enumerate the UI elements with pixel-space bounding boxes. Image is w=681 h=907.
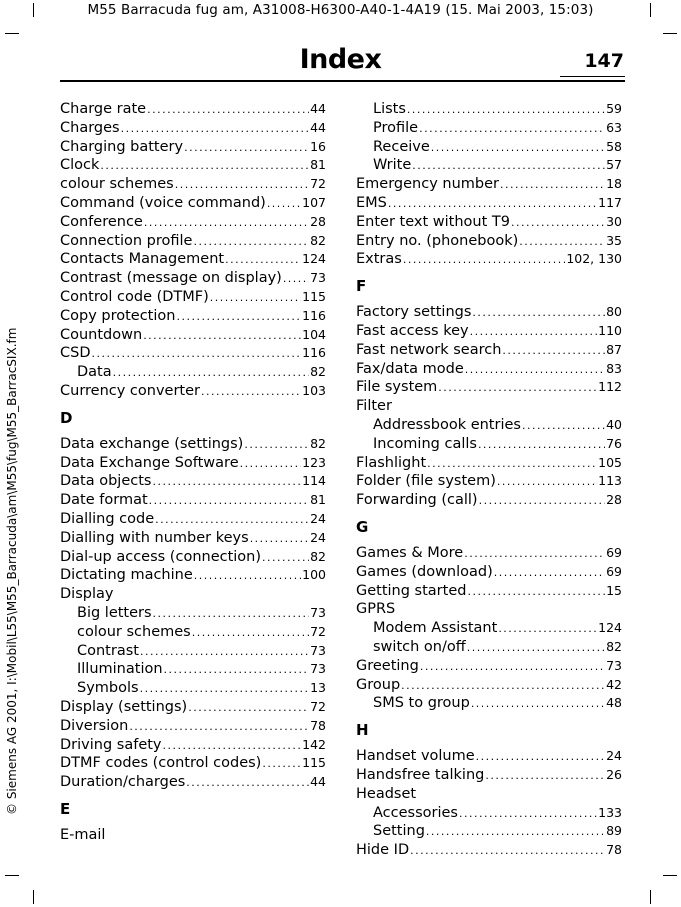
crop-mark xyxy=(33,890,34,904)
index-entry[interactable] xyxy=(60,435,326,454)
dot-leader xyxy=(426,823,605,842)
entry-page-number: 80 xyxy=(606,304,622,320)
dot-leader xyxy=(143,327,301,346)
entry-term: Hide ID xyxy=(356,842,410,859)
index-entry[interactable] xyxy=(60,529,326,548)
index-entry[interactable] xyxy=(60,232,326,251)
dot-leader xyxy=(92,345,302,364)
dot-leader xyxy=(427,455,597,474)
index-entry[interactable] xyxy=(60,175,326,194)
index-entry[interactable] xyxy=(60,717,326,736)
entry-term: CSD xyxy=(60,345,91,362)
entry-page-number: 117 xyxy=(598,194,622,210)
entry-term: Receive xyxy=(373,138,430,155)
entry-term: Emergency number xyxy=(356,176,499,193)
index-entry[interactable] xyxy=(60,548,326,567)
index-subentry[interactable] xyxy=(60,660,326,679)
file-header: M55 Barracuda fug am, A31008-H6300-A40-1-4A19 (15. Mai 2003, 15:03) xyxy=(87,2,594,18)
dot-leader xyxy=(519,233,605,252)
entry-term: Diversion xyxy=(60,717,129,734)
entry-term: Lists xyxy=(373,101,406,117)
entry-page-number: 82 xyxy=(310,548,326,564)
entry-term: Big letters xyxy=(77,604,152,621)
index-entry[interactable] xyxy=(60,194,326,213)
dot-leader xyxy=(140,643,309,662)
entry-page-number: 42 xyxy=(606,676,622,692)
entry-term: Modem Assistant xyxy=(373,620,498,637)
dot-leader xyxy=(147,101,309,120)
dot-leader xyxy=(262,549,309,568)
dot-leader xyxy=(155,511,309,530)
index-subentry[interactable] xyxy=(356,694,622,713)
dot-leader xyxy=(465,361,605,380)
index-heading: Display xyxy=(60,586,114,603)
entry-term: Data objects xyxy=(60,473,152,490)
dot-leader xyxy=(144,214,309,233)
entry-page-number: 133 xyxy=(598,804,622,820)
entry-term: Display (settings) xyxy=(60,698,188,715)
index-entry[interactable] xyxy=(60,269,326,288)
entry-term: Data Exchange Software xyxy=(60,454,239,471)
entry-page-number: 113 xyxy=(598,473,622,489)
dot-leader xyxy=(497,473,597,492)
section-letter: E xyxy=(60,799,71,818)
dot-leader xyxy=(194,567,301,586)
entry-page-number: 104 xyxy=(302,326,326,342)
section-letter: H xyxy=(356,721,369,740)
entry-term: Enter text without T9 xyxy=(356,213,510,230)
entry-page-number: 73 xyxy=(310,604,326,620)
entry-page-number: 28 xyxy=(310,213,326,229)
entry-term: Games & More xyxy=(356,544,464,561)
crop-mark xyxy=(5,875,19,876)
entry-term: Currency converter xyxy=(60,382,201,399)
dot-leader xyxy=(113,364,309,383)
dot-leader xyxy=(129,718,309,737)
entry-term: Write xyxy=(373,157,412,174)
index-entry[interactable] xyxy=(60,754,326,773)
entry-page-number: 72 xyxy=(310,176,326,192)
entry-term: EMS xyxy=(356,194,387,211)
entry-term: Handset volume xyxy=(356,748,475,765)
entry-page-number: 82 xyxy=(310,364,326,380)
dot-leader xyxy=(407,101,605,120)
index-entry[interactable] xyxy=(356,341,622,360)
entry-term: Fax/data mode xyxy=(356,360,464,377)
index-entry[interactable] xyxy=(356,232,622,251)
crop-mark xyxy=(650,890,651,904)
index-entry[interactable] xyxy=(60,288,326,307)
dot-leader xyxy=(410,842,605,861)
index-entry[interactable] xyxy=(356,360,622,379)
crop-mark xyxy=(5,33,19,34)
dot-leader xyxy=(267,195,301,214)
index-subentry[interactable] xyxy=(356,804,622,823)
entry-page-number: 26 xyxy=(606,766,622,782)
dot-leader xyxy=(175,176,309,195)
copyright-side-text: © Siemens AG 2001, I:\Mobil\L55\M55_Barracuda\am\M55\fug\M55_BarracSIX.fm xyxy=(5,327,19,815)
section-letter: G xyxy=(356,517,369,536)
entry-term: Profile xyxy=(373,119,419,136)
dot-leader xyxy=(471,695,605,714)
index-entry[interactable] xyxy=(356,322,622,341)
entry-term: Copy protection xyxy=(60,307,176,324)
entry-page-number: 18 xyxy=(606,176,622,192)
index-subentry[interactable] xyxy=(356,138,622,157)
index-entry[interactable] xyxy=(356,250,622,269)
entry-page-number: 82 xyxy=(606,638,622,654)
index-entry[interactable] xyxy=(60,156,326,175)
dot-leader xyxy=(522,417,605,436)
entry-term: Getting started xyxy=(356,582,467,599)
entry-page-number: 82 xyxy=(310,435,326,451)
entry-page-number: 124 xyxy=(302,251,326,267)
entry-term: Driving safety xyxy=(60,736,162,753)
dot-leader xyxy=(240,455,302,474)
entry-page-number: 105 xyxy=(598,454,622,470)
dot-leader xyxy=(419,120,605,139)
dot-leader xyxy=(184,139,309,158)
dot-leader xyxy=(459,805,597,824)
entry-page-number: 89 xyxy=(606,823,622,839)
entry-page-number: 44 xyxy=(310,774,326,790)
entry-term: Entry no. (phonebook) xyxy=(356,232,519,249)
entry-term: Countdown xyxy=(60,326,143,343)
entry-term: Handsfree talking xyxy=(356,766,485,783)
entry-page-number: 81 xyxy=(310,492,326,508)
dot-leader xyxy=(283,270,309,289)
entry-page-number: 78 xyxy=(606,842,622,858)
index-entry[interactable] xyxy=(356,544,622,563)
dot-leader xyxy=(163,737,302,756)
dot-leader xyxy=(244,436,309,455)
index-heading: GPRS xyxy=(356,601,396,618)
dot-leader xyxy=(467,583,605,602)
entry-page-number: 107 xyxy=(302,194,326,210)
index-entry[interactable] xyxy=(356,472,622,491)
index-entry[interactable] xyxy=(356,676,622,695)
index-entry[interactable] xyxy=(60,119,326,138)
entry-term: Charge rate xyxy=(60,101,147,117)
entry-page-number: 73 xyxy=(310,642,326,658)
dot-leader xyxy=(100,157,309,176)
dot-leader xyxy=(478,436,605,455)
entry-page-number: 72 xyxy=(310,623,326,639)
dot-leader xyxy=(262,755,301,774)
entry-term: switch on/off xyxy=(373,638,466,655)
index-subentry[interactable] xyxy=(60,623,326,642)
dot-leader xyxy=(210,289,301,308)
page-number: 147 xyxy=(584,50,624,72)
dot-leader xyxy=(140,680,310,699)
index-entry[interactable] xyxy=(60,491,326,510)
dot-leader xyxy=(485,767,605,786)
entry-page-number: 115 xyxy=(302,755,326,771)
entry-page-number: 28 xyxy=(606,492,622,508)
entry-page-number: 142 xyxy=(302,736,326,752)
index-column-left xyxy=(60,100,326,845)
entry-term: Date format xyxy=(60,492,148,509)
index-subentry[interactable] xyxy=(60,642,326,661)
dot-leader xyxy=(149,492,309,511)
dot-leader xyxy=(201,383,301,402)
dot-leader xyxy=(420,658,605,677)
index-entry[interactable] xyxy=(356,454,622,473)
dot-leader xyxy=(401,677,605,696)
index-entry[interactable] xyxy=(356,175,622,194)
index-entry[interactable] xyxy=(60,326,326,345)
index-entry[interactable] xyxy=(60,344,326,363)
entry-page-number: 124 xyxy=(598,620,622,636)
dot-leader xyxy=(121,120,310,139)
index-entry[interactable] xyxy=(60,307,326,326)
index-heading: E-mail xyxy=(60,826,106,843)
entry-term: Dialling code xyxy=(60,510,155,527)
entry-term: Data exchange (settings) xyxy=(60,435,244,452)
entry-page-number: 115 xyxy=(302,288,326,304)
entry-term: Fast network search xyxy=(356,341,502,358)
index-entry[interactable] xyxy=(60,213,326,232)
entry-term: Flashlight xyxy=(356,454,427,471)
index-entry[interactable] xyxy=(60,100,326,119)
entry-term: SMS to group xyxy=(373,695,470,712)
dot-leader xyxy=(152,473,301,492)
entry-term: Data xyxy=(77,364,112,381)
entry-term: Contacts Management xyxy=(60,251,225,268)
dot-leader xyxy=(502,342,605,361)
entry-term: Extras xyxy=(356,251,402,268)
index-entry[interactable] xyxy=(60,510,326,529)
entry-term: Dictating machine xyxy=(60,567,193,584)
dot-leader xyxy=(472,304,605,323)
index-subentry[interactable] xyxy=(356,822,622,841)
entry-term: Connection profile xyxy=(60,232,193,249)
dot-leader xyxy=(467,639,605,658)
entry-page-number: 16 xyxy=(310,138,326,154)
entry-page-number: 48 xyxy=(606,695,622,711)
page-number-rule xyxy=(560,76,625,77)
entry-page-number: 114 xyxy=(302,473,326,489)
index-entry[interactable] xyxy=(356,563,622,582)
index-entry[interactable] xyxy=(60,566,326,585)
entry-term: Charges xyxy=(60,119,120,136)
dot-leader xyxy=(494,564,605,583)
entry-term: Games (download) xyxy=(356,563,493,580)
entry-term: Contrast xyxy=(77,642,139,659)
crop-mark xyxy=(663,33,677,34)
entry-page-number: 24 xyxy=(310,510,326,526)
index-entry[interactable] xyxy=(60,773,326,792)
index-column-right xyxy=(356,100,622,860)
dot-leader xyxy=(164,661,310,680)
entry-page-number: 73 xyxy=(310,270,326,286)
dot-leader xyxy=(250,530,309,549)
entry-term: Forwarding (call) xyxy=(356,492,478,509)
dot-leader xyxy=(511,214,605,233)
index-entry[interactable] xyxy=(60,250,326,269)
entry-page-number: 116 xyxy=(302,345,326,361)
index-entry[interactable] xyxy=(60,382,326,401)
index-entry[interactable] xyxy=(356,213,622,232)
entry-term: Group xyxy=(356,676,401,693)
entry-page-number: 13 xyxy=(310,680,326,696)
index-subentry[interactable] xyxy=(60,363,326,382)
entry-term: Dialling with number keys xyxy=(60,529,249,546)
entry-page-number: 82 xyxy=(310,232,326,248)
entry-term: Command (voice command) xyxy=(60,194,266,211)
entry-page-number: 123 xyxy=(302,454,326,470)
entry-term: Folder (file system) xyxy=(356,473,496,490)
dot-leader xyxy=(225,251,301,270)
section-letter: D xyxy=(60,408,73,427)
entry-page-number: 73 xyxy=(606,657,622,673)
entry-term: Addressbook entries xyxy=(373,416,521,433)
index-subentry[interactable] xyxy=(356,119,622,138)
entry-page-number: 116 xyxy=(302,307,326,323)
dot-leader xyxy=(388,195,597,214)
entry-page-number: 112 xyxy=(598,379,622,395)
index-heading: Headset xyxy=(356,785,417,802)
entry-page-number: 87 xyxy=(606,341,622,357)
index-entry[interactable] xyxy=(356,747,622,766)
entry-page-number: 110 xyxy=(598,322,622,338)
index-entry[interactable] xyxy=(356,378,622,397)
entry-term: Conference xyxy=(60,213,143,230)
entry-term: Incoming calls xyxy=(373,435,477,452)
entry-term: Contrast (message on display) xyxy=(60,270,282,287)
entry-page-number: 69 xyxy=(606,544,622,560)
entry-term: Duration/charges xyxy=(60,774,186,791)
entry-page-number: 24 xyxy=(310,529,326,545)
entry-page-number: 72 xyxy=(310,698,326,714)
entry-term: Setting xyxy=(373,823,425,840)
index-subentry[interactable] xyxy=(356,416,622,435)
entry-page-number: 58 xyxy=(606,138,622,154)
entry-page-number: 73 xyxy=(310,661,326,677)
dot-leader xyxy=(403,251,565,270)
dot-leader xyxy=(470,323,598,342)
dot-leader xyxy=(498,620,597,639)
dot-leader xyxy=(188,699,309,718)
dot-leader xyxy=(176,308,301,327)
entry-page-number: 81 xyxy=(310,157,326,173)
dot-leader xyxy=(431,139,605,158)
dot-leader xyxy=(186,774,309,793)
entry-term: Illumination xyxy=(77,661,163,678)
entry-page-number: 44 xyxy=(310,119,326,135)
index-entry[interactable] xyxy=(356,841,622,860)
entry-page-number: 100 xyxy=(302,567,326,583)
index-entry[interactable] xyxy=(356,491,622,510)
entry-page-number: 44 xyxy=(310,101,326,116)
index-entry[interactable] xyxy=(60,138,326,157)
entry-page-number: 102, 130 xyxy=(566,251,622,267)
index-subentry[interactable] xyxy=(60,679,326,698)
dot-leader xyxy=(193,233,309,252)
entry-page-number: 78 xyxy=(310,717,326,733)
index-heading: Filter xyxy=(356,398,392,415)
entry-page-number: 15 xyxy=(606,582,622,598)
entry-term: Charging battery xyxy=(60,138,184,155)
entry-term: File system xyxy=(356,379,438,396)
entry-term: colour schemes xyxy=(77,623,191,640)
index-entry[interactable] xyxy=(356,657,622,676)
index-entry[interactable] xyxy=(60,698,326,717)
page-title: Index xyxy=(299,44,382,75)
index-entry[interactable] xyxy=(356,303,622,322)
dot-leader xyxy=(192,624,309,643)
entry-term: Accessories xyxy=(373,804,458,821)
entry-page-number: 69 xyxy=(606,563,622,579)
dot-leader xyxy=(500,176,605,195)
entry-term: Symbols xyxy=(77,680,139,697)
entry-page-number: 83 xyxy=(606,360,622,376)
index-subentry[interactable] xyxy=(356,100,622,119)
index-subentry[interactable] xyxy=(356,619,622,638)
dot-leader xyxy=(438,379,597,398)
entry-term: DTMF codes (control codes) xyxy=(60,755,262,772)
entry-term: colour schemes xyxy=(60,176,174,193)
index-entry[interactable] xyxy=(60,736,326,755)
index-entry[interactable] xyxy=(356,766,622,785)
entry-page-number: 40 xyxy=(606,416,622,432)
entry-page-number: 57 xyxy=(606,157,622,173)
entry-term: Fast access key xyxy=(356,322,469,339)
entry-term: Clock xyxy=(60,157,100,174)
section-letter: F xyxy=(356,277,367,296)
index-subentry[interactable] xyxy=(60,604,326,623)
dot-leader xyxy=(476,748,605,767)
entry-term: Dial-up access (connection) xyxy=(60,548,262,565)
dot-leader xyxy=(412,157,605,176)
entry-term: Control code (DTMF) xyxy=(60,288,209,305)
crop-mark xyxy=(663,875,677,876)
index-entry[interactable] xyxy=(356,582,622,601)
title-rule xyxy=(60,80,625,82)
index-entry[interactable] xyxy=(60,472,326,491)
entry-page-number: 76 xyxy=(606,435,622,451)
entry-page-number: 63 xyxy=(606,119,622,135)
dot-leader xyxy=(153,605,310,624)
index-entry[interactable] xyxy=(60,454,326,473)
index-subentry[interactable] xyxy=(356,156,622,175)
entry-page-number: 59 xyxy=(606,101,622,116)
entry-page-number: 35 xyxy=(606,232,622,248)
index-subentry[interactable] xyxy=(356,638,622,657)
entry-page-number: 30 xyxy=(606,213,622,229)
entry-term: Greeting xyxy=(356,657,419,674)
entry-page-number: 103 xyxy=(302,382,326,398)
index-subentry[interactable] xyxy=(356,435,622,454)
dot-leader xyxy=(464,545,605,564)
entry-page-number: 24 xyxy=(606,748,622,764)
entry-term: Factory settings xyxy=(356,304,472,321)
index-entry[interactable] xyxy=(356,194,622,213)
dot-leader xyxy=(479,492,606,511)
